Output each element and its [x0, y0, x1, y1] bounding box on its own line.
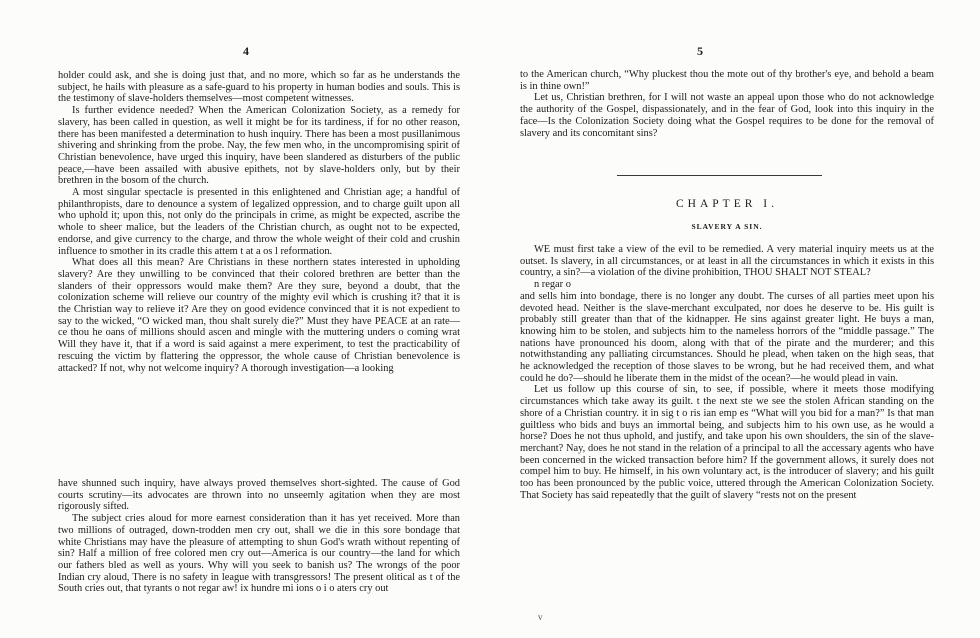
section-divider [617, 175, 822, 176]
paragraph: to the American church, “Why pluckest thou the mote out of thy brother's eye, and behold a beam is in thine own!” [520, 69, 934, 92]
left-bottom-text [58, 478, 460, 595]
paragraph: The subject cries aloud for more earnest consideration than it has yet received. More than two millions of outraged, down-trodden men cry out, shall we die in this sore bondage that white Christians may have the pleasure of attempting to shun God's wrath without repenting of sin? Half a million of free colored men cry out—America is our country—the land for which our fathers bled as well as yours. Why will you seek to banish us? The wrongs of the poor Indian cry aloud, There is no safety in league with transgressors! The present olitical as t of the South cries out, that tyrants o not regar aw! ix hundre mi ions o i o aters cry out [58, 513, 460, 595]
paragraph: n regar o [534, 279, 571, 291]
page-number: 5 [697, 44, 703, 58]
page-footer-fragment: v [538, 612, 543, 622]
paragraph: have shunned such inquiry, have always proved themselves short-sighted. The cause of God courts scrutiny—its advocates are thrown into no unseemly agitation when they are most rigorously sifted. [58, 478, 460, 513]
paragraph: A most singular spectacle is presented in this enlightened and Christian age; a handful of philanthropists, dare to denounce a system of legalized oppression, and to charge guilt upon all who uphold it; upon this, not only do the principals in crime, as might be expected, ascribe the whole to sheer malice, but the leaders of the Christian church, as ought not to be expected, endorse, and give currency to the charge, and throw the whole weight of their cold and crushin influence to smother in its cradle this attem t at a os l reformation. [58, 187, 460, 257]
left-top-text [58, 70, 460, 374]
paragraph: Let us, Christian brethren, for I will not waste an appeal upon those who do not acknowledge the authority of the Gospel, dispassionately, and in the fear of God, look into this inquiry in the face—Is the Colonization Society doing what the Gospel requires to be done for the removal of slavery and its concomitant sins? [520, 92, 934, 139]
paragraph: WE must first take a view of the evil to be remedied. A very material inquiry meets us at the outset. Is slavery, in all circumstances, or at least in all the circumstances in which it exists in this country, a sin?—a violation of the divine prohibition, THOU SHALT NOT STEAL? [520, 244, 934, 279]
paragraph: holder could ask, and she is doing just that, and no more, which so far as he understands the subject, he hails with pleasure as a safe-guard to his property in human bodies and souls. This is the testimony of slave-holders themselves—most competent witnesses. [58, 70, 460, 105]
page-number: 4 [243, 44, 249, 58]
paragraph: Let us follow up this course of sin, to see, if possible, where it meets those modifying circumstances which take away its guilt. t the next ste we see the stolen African standing on the shore of a Christian country. it in sig t o ris ian emp es “What will you bid for a man?” Is that man guiltless who bids and buys an immortal being, and subjects him to his own use, as he would a horse? Does he not thus uphold, and justify, and take upon his own shoulders, the sin of the slave-merchant? Nay, does he not stand in the relation of a principal to all the accessary agents who have been concerned in the wicked transaction before him? If the government allows, it surely does not compel him to buy. He himself, in his own voluntary act, is the introducer of slavery; and his guilt too has been pronounced by the public voice, uttered through the American Colonization Society. That Society has said repeatedly that the guilt of slavery “rests not on the present [520, 384, 934, 501]
paragraph: and sells him into bondage, there is no longer any doubt. The curses of all parties meet upon his devoted head. Neither is the slave-merchant exculpated, nor does he deserve to be. His guilt is probably still greater than that of the kidnapper. He sins against greater light. He buys a man, knowing him to be stolen, and subjects him to the nameless horrors of the “middle passage.” The nations have pronounced his doom, along with that of the pirate and the murderer; and this notwithstanding any palliating circumstances. Should he plead, when taken on the high seas, that he acknowledged the reception of those slaves to be wrong, but he had received them, and what could he do?—should he liberate them in the midst of the ocean?—he would plead in vain. [520, 290, 934, 384]
paragraph: What does all this mean? Are Christians in these northern states interested in upholding slavery? Are they unwilling to be convinced that their colored brethren are better than the slanders of their oppressors would make them? Are they sure, beyond a doubt, that the colonization scheme will relieve our country of the mighty evil which is crushing it? that it is the Christian way to relieve it? Are they on good evidence convinced that it is not expedient to say to the wicked, “O wicked man, thou shalt surely die?” Must they have PEACE at an rate— ce thou he oans of millions should ascen and mingle with the muttering unders o coming wrat Will they have it, that if a word is said against a mere experiment, to test the practicability of rescuing the victim by flattering the oppressor, the whole cause of Christian benevolence is attacked? If not, why not welcome inquiry? A thorough investigation—a looking [58, 257, 460, 374]
chapter-subtitle: SLAVERY A SIN. [691, 222, 763, 231]
right-page [490, 0, 980, 638]
paragraph: Is further evidence needed? When the American Colonization Society, as a remedy for slavery, has been called in question, as well it might be for its tardiness, if for no other reason, there has been manifested a determination to hush inquiry. There has been a most pusillanimous shivering and shrinking from the probe. Nay, the few men who, in the uncompromising spirit of Christian benevolence, have urged this inquiry, have been slandered as disturbers of the public peace,—have been assailed with abusive epithets, not by slave-holders only, but by their brethren in the bosom of the church. [58, 105, 460, 187]
right-top-text [520, 69, 934, 139]
chapter-body-text [520, 244, 934, 501]
chapter-title: CHAPTER I. [676, 198, 778, 210]
